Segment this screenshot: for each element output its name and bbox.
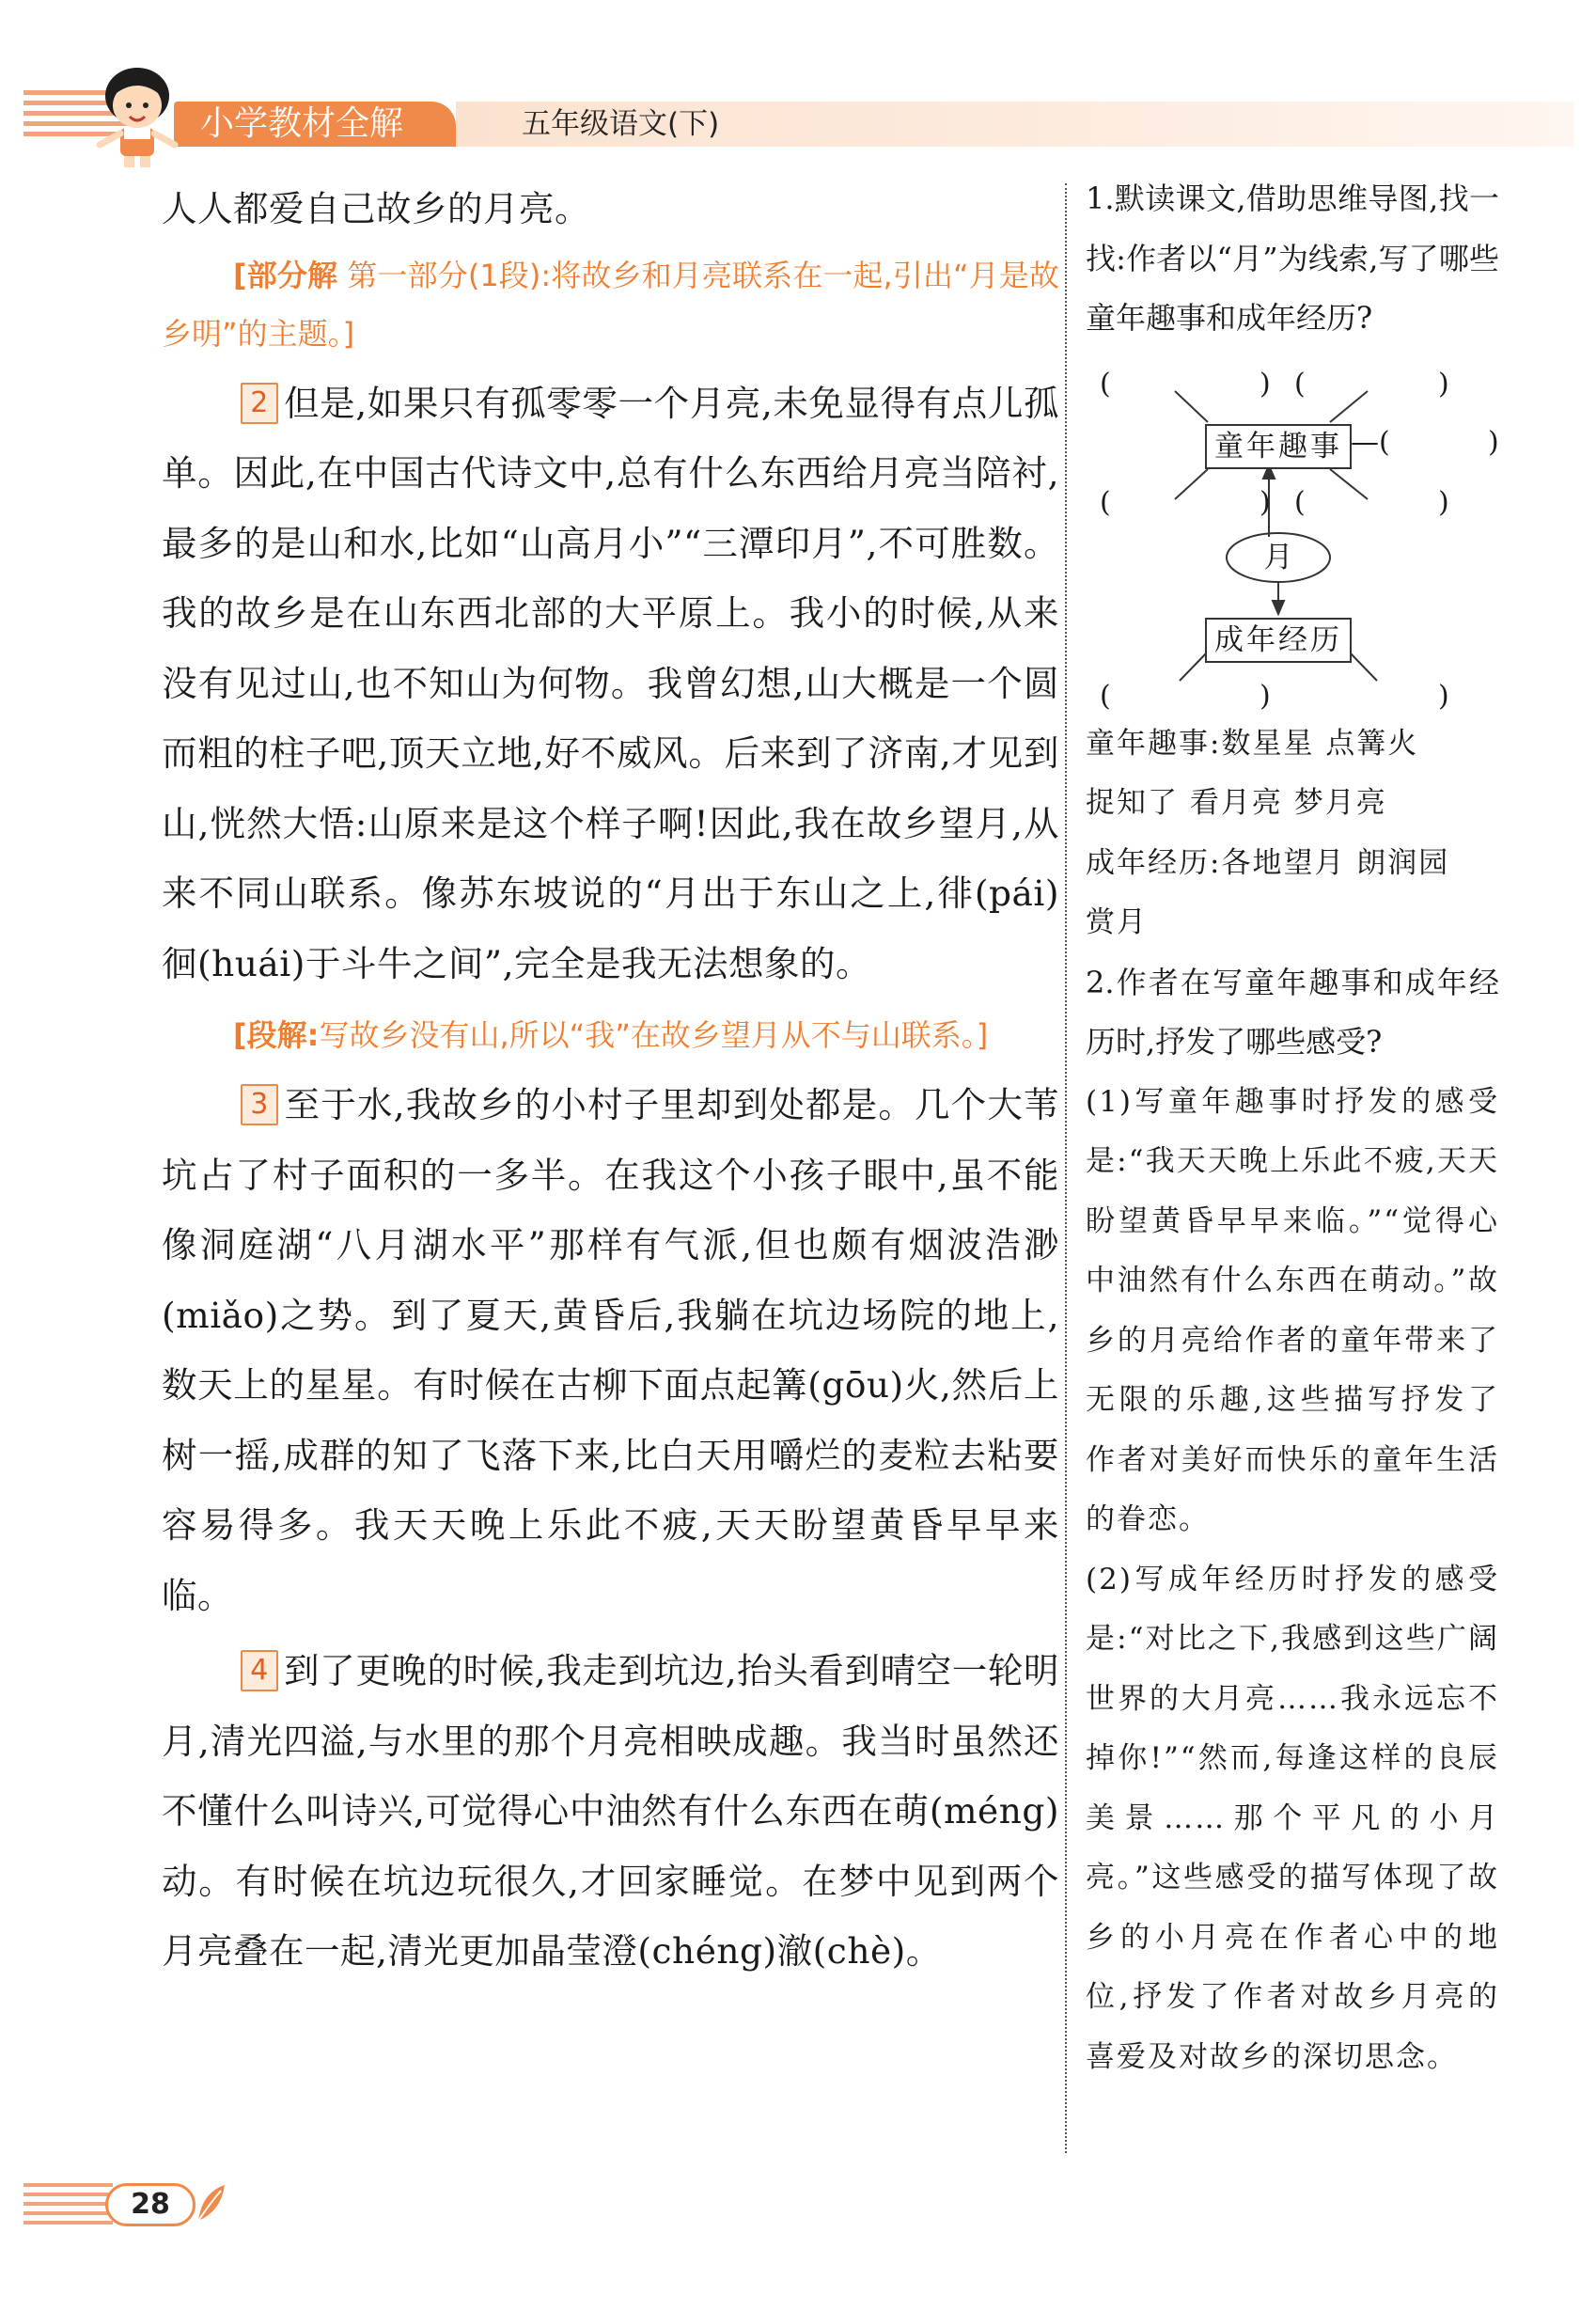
paragraph-note — [162, 1006, 1059, 1064]
adulthood-box: 成年经历 — [1205, 618, 1352, 663]
page-number: 28 — [105, 2183, 196, 2226]
paragraph-3 — [162, 1070, 1059, 1630]
note-text: 第一部分(1段):将故乡和月亮联系在一起,引出“月是故乡明”的主题。] — [162, 257, 1059, 352]
blank-paren: ) — [1260, 367, 1271, 401]
side-questions — [1086, 169, 1499, 2087]
answer-2-part-1: (1)写童年趣事时抒发的感受是:“我天天晚上乐此不疲,天天盼望黄昏早早来临。”“觉得心中油然有什么东西在萌动。”故乡的月亮给作者的童年带来了无限的乐趣,这些描写抒发了作者对美好而快乐的童年生活的眷恋。 — [1086, 1084, 1499, 1536]
blank-paren: ( — [1100, 679, 1111, 713]
answer-1-line: 童年趣事:数星星 点篝火 — [1086, 726, 1419, 761]
answer-1-line: 成年经历:各地望月 朗润园 — [1086, 845, 1450, 880]
note-label: [部分解 — [233, 257, 338, 293]
blank-paren-dash: —( — [1351, 425, 1390, 459]
paragraph-1-tail: 人人都爱自己故乡的月亮。 — [162, 188, 590, 229]
blank-paren: ) — [1260, 485, 1271, 519]
moon-oval: 月 — [1263, 540, 1293, 574]
page-header — [0, 0, 1596, 188]
answer-2-part-2: (2)写成年经历时抒发的感受是:“对比之下,我感到这些广阔世界的大月亮……我永远忘不掉你!”“然而,每逢这样的良辰美景……那个平凡的小月亮。”这些感受的描写体现了故乡的小月亮在作者心中的地位,抒发了作者对故乡月亮的喜爱及对故乡的深切思念。 — [1086, 1562, 1499, 2074]
answer-1-line: 赏月 — [1086, 905, 1148, 939]
childhood-box: 童年趣事 — [1205, 424, 1352, 469]
blank-paren: ( — [1294, 485, 1306, 519]
leaf-icon — [193, 2179, 230, 2226]
question-1: 1.默读课文,借助思维导图,找一找:作者以“月”为线索,写了哪些童年趣事和成年经历? — [1086, 181, 1499, 336]
mascot-boy-icon — [83, 58, 191, 171]
part-note — [162, 246, 1059, 363]
paragraph-number: 3 — [241, 1084, 278, 1125]
note-text: 写故乡没有山,所以“我”在故乡望月从不与山联系。] — [319, 1017, 989, 1053]
mind-map — [1086, 349, 1518, 720]
blank-paren: ) — [1438, 679, 1449, 713]
blank-paren: ) — [1260, 679, 1271, 713]
paragraph-text: 到了更晚的时候,我走到坑边,抬头看到晴空一轮明月,清光四溢,与水里的那个月亮相映成趣。我当时虽然还不懂什么叫诗兴,可觉得心中油然有什么东西在萌(méng)动。有时候在坑边玩很久,才回家睡觉。在梦中见到两个月亮叠在一起,清光更加晶莹澄(chéng)澈(chè)。 — [162, 1650, 1059, 1972]
footer-stripes — [23, 2183, 113, 2226]
paragraph-2 — [162, 369, 1059, 999]
main-text — [162, 174, 1059, 1987]
answer-1-line: 捉知了 看月亮 梦月亮 — [1086, 786, 1387, 820]
paragraph-number: 4 — [241, 1650, 278, 1691]
blank-paren: ) — [1438, 485, 1449, 519]
paragraph-text: 但是,如果只有孤零零一个月亮,未免显得有点儿孤单。因此,在中国古代诗文中,总有什么东西给月亮当陪衬,最多的是山和水,比如“山高月小”“三潭印月”,不可胜数。我的故乡是在山东西北部的大平原上。我小的时候,从来没有见过山,也不知山为何物。我曾幻想,山大概是一个圆而粗的柱子吧,顶天立地,好不威风。后来到了济南,才见到山,恍然大悟:山原来是这个样子啊!因此,我在故乡望月,从来不同山联系。像苏东坡说的“月出于东山之上,徘(pái)徊(huái)于斗牛之间”,完全是我无法想象的。 — [162, 382, 1059, 984]
blank-paren: ) — [1438, 367, 1449, 401]
note-label: [段解: — [233, 1017, 320, 1053]
blank-paren: ( — [1100, 367, 1111, 401]
column-divider — [1065, 183, 1067, 2153]
blank-paren: ( — [1294, 367, 1306, 401]
blank-paren: ( — [1100, 485, 1111, 519]
grade-title: 五年级语文(下) — [522, 107, 720, 141]
question-2: 2.作者在写童年趣事和成年经历时,抒发了哪些感受? — [1086, 964, 1499, 1060]
brand-label: 小学教材全解 — [174, 102, 456, 147]
paragraph-number: 2 — [241, 383, 278, 424]
paragraph-4 — [162, 1636, 1059, 1987]
blank-paren: ) — [1488, 425, 1499, 459]
paragraph-text: 至于水,我故乡的小村子里却到处都是。几个大苇坑占了村子面积的一多半。在我这个小孩子眼中,虽不能像洞庭湖“八月湖水平”那样有气派,但也颇有烟波浩渺(miǎo)之势。到了夏天,黄昏后,我躺在坑边场院的地上,数天上的星星。有时候在古柳下面点起篝(gōu)火,然后上树一摇,成群的知了飞落下来,比白天用嚼烂的麦粒去粘要容易得多。我天天晚上乐此不疲,天天盼望黄昏早早来临。 — [162, 1084, 1059, 1616]
